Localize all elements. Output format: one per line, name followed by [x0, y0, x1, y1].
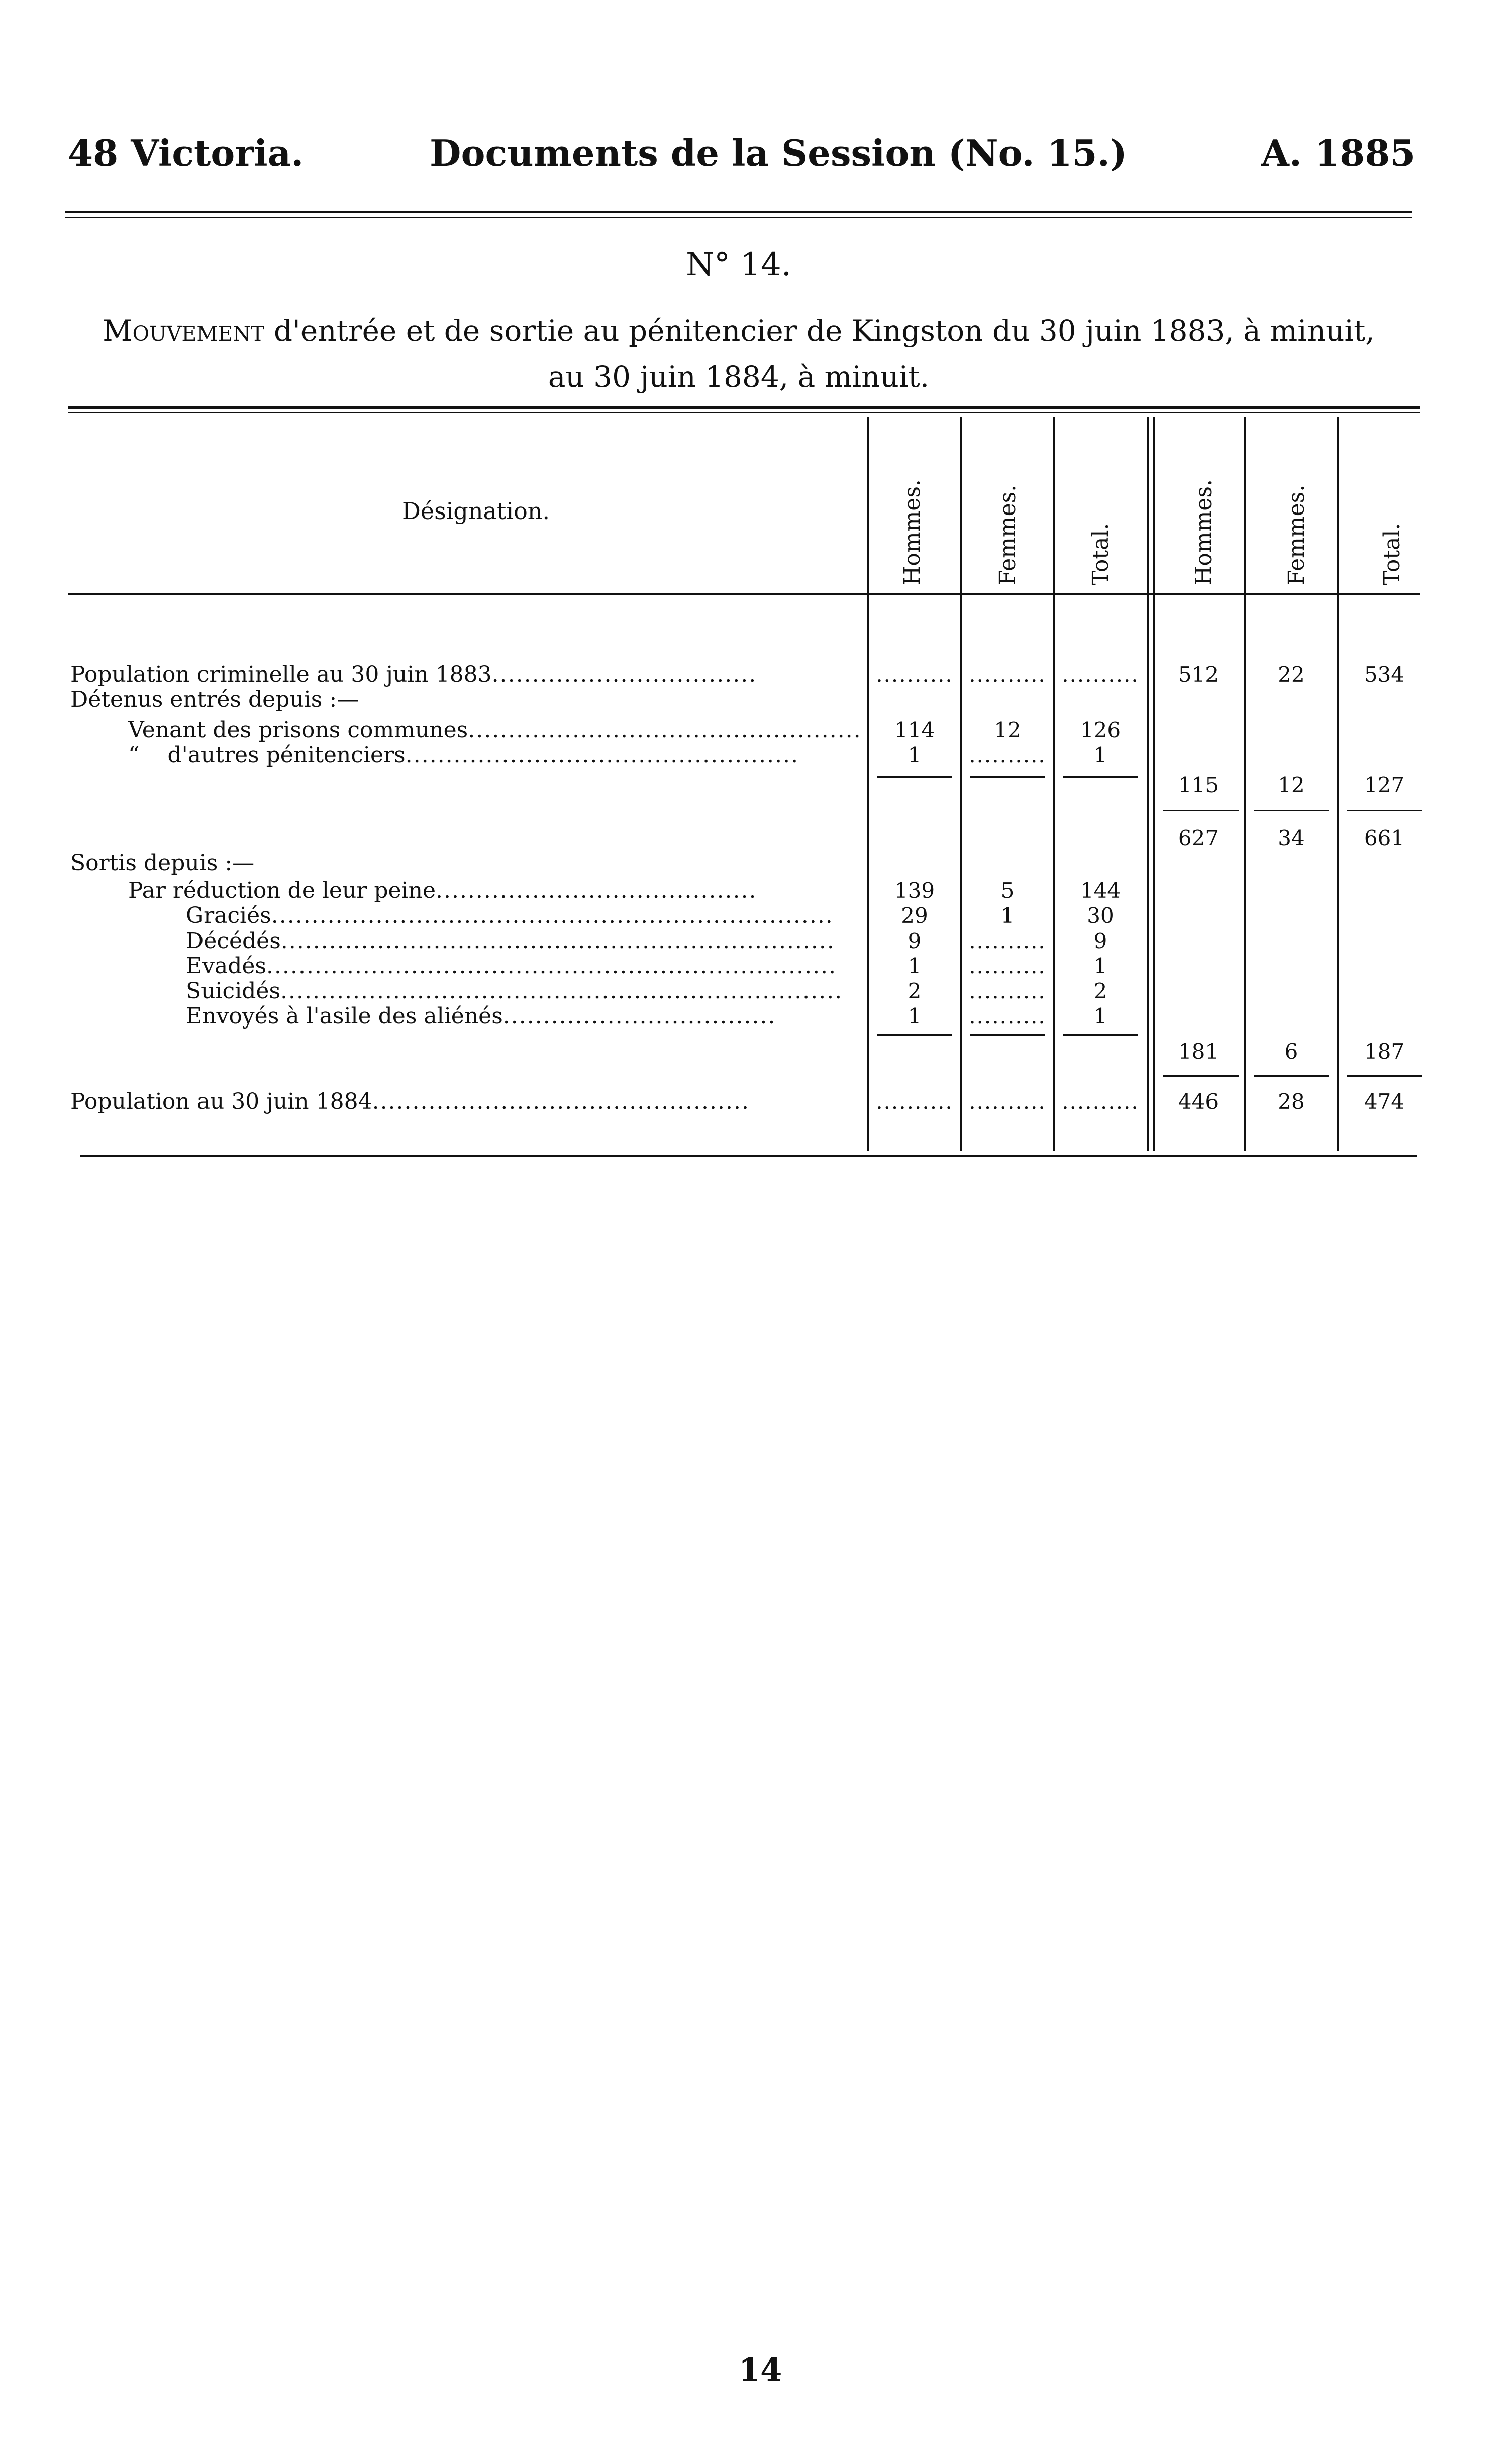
vrule-4b: [1153, 417, 1155, 1151]
table-number: N° 14.: [685, 246, 792, 283]
cell-empty: ..........: [1062, 662, 1139, 687]
designation-header: Désignation.: [402, 497, 550, 525]
row-label-population-1884: Population au 30 juin 1884...............................................: [70, 1089, 750, 1114]
cell-value: 34: [1278, 826, 1305, 850]
cell-value: 5: [1000, 878, 1015, 903]
cell-value: 115: [1178, 773, 1219, 797]
header-center: Documents de la Session (No. 15.): [430, 132, 1127, 174]
cell-value: 12: [1278, 773, 1305, 797]
cell-value: 187: [1364, 1039, 1405, 1064]
sum-rule: [1163, 810, 1239, 811]
cell-value: 446: [1178, 1089, 1219, 1114]
col-total-1: Total.: [1088, 523, 1114, 585]
cell-value: 474: [1364, 1089, 1405, 1114]
cell-empty: ..........: [969, 954, 1046, 978]
cell-empty: ..........: [969, 1089, 1046, 1114]
cell-value: 139: [894, 878, 935, 903]
table-title: [65, 307, 1412, 400]
cell-empty: ..........: [969, 743, 1046, 767]
cell-value: 2: [908, 979, 922, 1003]
cell-value: 9: [1093, 929, 1107, 953]
cell-value: 1: [1000, 903, 1015, 928]
vrule-2: [960, 417, 962, 1151]
header-rule-thin: [65, 217, 1412, 218]
cell-value: 127: [1364, 773, 1405, 797]
header-bottom-rule: [68, 593, 1420, 595]
sum-rule: [1254, 1075, 1329, 1077]
cell-value: 1: [1093, 1004, 1107, 1029]
sum-rule: [1063, 776, 1138, 778]
cell-value: 28: [1278, 1089, 1305, 1114]
cell-value: 512: [1178, 662, 1219, 687]
cell-empty: ..........: [969, 662, 1046, 687]
cell-value: 22: [1278, 662, 1305, 687]
cell-value: 12: [994, 717, 1021, 742]
cell-value: 627: [1178, 826, 1219, 850]
sum-rule: [1163, 1075, 1239, 1077]
vrule-5: [1244, 417, 1246, 1151]
sum-rule: [877, 776, 952, 778]
title-line2: au 30 juin 1884, à minuit.: [548, 360, 930, 394]
header-right: A. 1885: [1261, 132, 1416, 174]
title-smallcaps: Mouvement: [103, 314, 265, 348]
cell-value: 181: [1178, 1039, 1219, 1064]
col-total-2: Total.: [1379, 523, 1405, 585]
cell-value: 29: [901, 903, 928, 928]
row-label-sortis: Sortis depuis :—: [70, 850, 255, 876]
row-label-population-1883: Population criminelle au 30 juin 1883.................................: [70, 662, 757, 687]
row-label-autres-penitenciers: “ d'autres pénitenciers.................................................: [128, 742, 799, 768]
sum-rule: [1254, 810, 1329, 811]
sum-rule: [1063, 1034, 1138, 1036]
col-hommes-2: Hommes.: [1191, 479, 1217, 585]
sum-rule: [877, 1034, 952, 1036]
col-femmes-1: Femmes.: [995, 484, 1021, 585]
row-label-asile: Envoyés à l'asile des aliénés..................................: [186, 1003, 776, 1029]
cell-value: 661: [1364, 826, 1405, 850]
cell-empty: ..........: [969, 1004, 1046, 1029]
cell-value: 1: [908, 954, 922, 978]
header-left: 48 Victoria.: [68, 132, 304, 174]
sum-rule: [1347, 1075, 1422, 1077]
col-femmes-2: Femmes.: [1284, 484, 1309, 585]
header-rule: [65, 211, 1412, 213]
cell-value: 6: [1284, 1039, 1298, 1064]
vrule-1: [867, 417, 869, 1151]
title-line1: d'entrée et de sortie au pénitencier de Kingston du 30 juin 1883, à minuit,: [264, 314, 1375, 348]
col-hommes-1: Hommes.: [899, 479, 925, 585]
cell-empty: ..........: [1062, 1089, 1139, 1114]
cell-value: 1: [908, 743, 922, 767]
row-label-prisons-communes: Venant des prisons communes.................................................: [128, 717, 862, 743]
cell-value: 114: [894, 717, 935, 742]
row-label-reduction: Par réduction de leur peine........................................: [128, 878, 757, 903]
vrule-6: [1337, 417, 1339, 1151]
row-label-evades: Evadés.......................................................................: [186, 953, 837, 979]
cell-empty: ..........: [876, 662, 953, 687]
cell-empty: ..........: [876, 1089, 953, 1114]
table-top-rule-thin: [68, 412, 1420, 413]
sum-rule: [1347, 810, 1422, 811]
cell-value: 1: [1093, 743, 1107, 767]
row-label-decedes: Décédés.....................................................................: [186, 928, 835, 954]
sum-rule: [970, 776, 1045, 778]
cell-value: 534: [1364, 662, 1405, 687]
row-label-detenus: Détenus entrés depuis :—: [70, 687, 359, 712]
vrule-3: [1053, 417, 1055, 1151]
row-label-suicides: Suicidés......................................................................: [186, 978, 843, 1004]
cell-value: 30: [1087, 903, 1114, 928]
cell-value: 1: [908, 1004, 922, 1029]
vrule-4a: [1147, 417, 1149, 1151]
cell-value: 126: [1080, 717, 1121, 742]
cell-value: 2: [1093, 979, 1107, 1003]
table-top-rule: [68, 406, 1420, 409]
cell-empty: ..........: [969, 929, 1046, 953]
cell-value: 9: [908, 929, 922, 953]
row-label-gracies: Graciés......................................................................: [186, 903, 834, 929]
table-bottom-rule: [80, 1155, 1417, 1157]
cell-value: 1: [1093, 954, 1107, 978]
cell-empty: ..........: [969, 979, 1046, 1003]
sum-rule: [970, 1034, 1045, 1036]
cell-value: 144: [1080, 878, 1121, 903]
page-number: 14: [739, 2351, 782, 2388]
